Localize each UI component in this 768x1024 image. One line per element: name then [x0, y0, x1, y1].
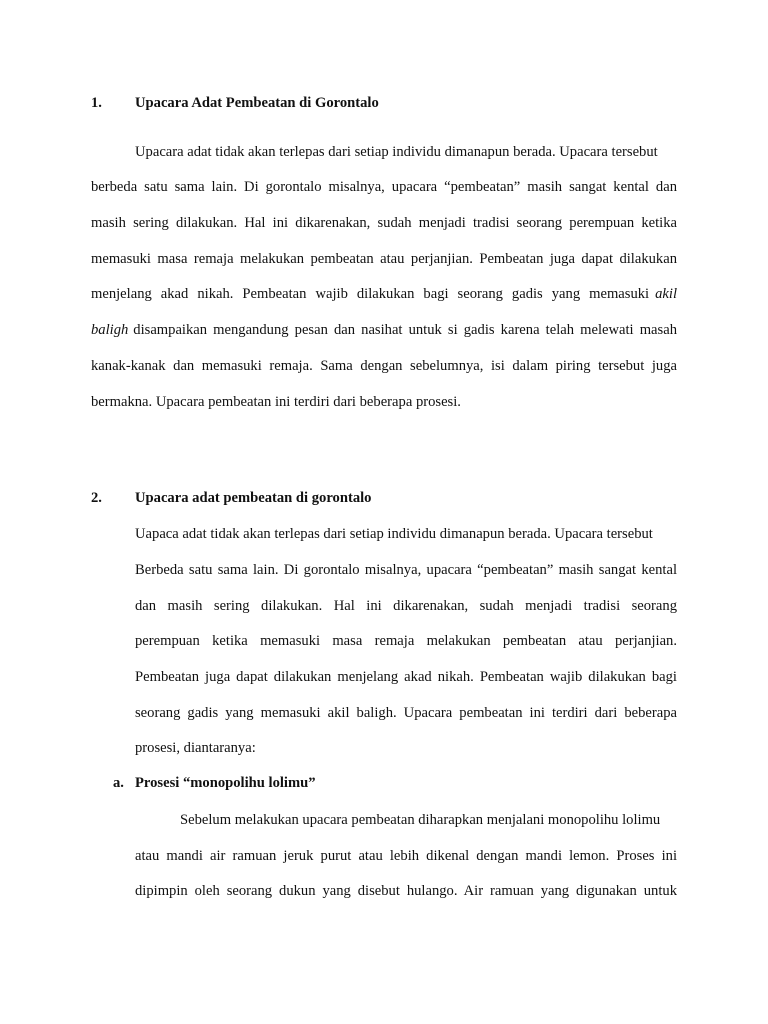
section-1-number: 1.	[91, 95, 102, 111]
s1-italic-akil: akil	[655, 286, 677, 302]
s2-line-7: prosesi, diantaranya:	[135, 740, 256, 756]
s2-line-4: perempuan ketika memasuki masa remaja melakukan pembeatan atau perjanjian.	[135, 633, 677, 649]
section-2-number: 2.	[91, 490, 102, 506]
section-2-title: Upacara adat pembeatan di gorontalo	[135, 490, 372, 506]
section-1-title: Upacara Adat Pembeatan di Gorontalo	[135, 95, 379, 111]
s1-line-5-text: menjelang akad nikah. Pembeatan wajib dilakukan bagi seorang gadis yang memasuki	[91, 286, 650, 302]
s1-line-8: bermakna. Upacara pembeatan ini terdiri dari beberapa prosesi.	[91, 394, 461, 410]
s2-line-5: Pembeatan juga dapat dilakukan menjelang akad nikah. Pembeatan wajib dilakukan bagi	[135, 669, 677, 685]
s2-line-1: Uapaca adat tidak akan terlepas dari setiap individu dimanapun berada. Upacara tersebut	[135, 526, 653, 542]
sa-line-2: atau mandi air ramuan jeruk purut atau lebih dikenal dengan mandi lemon. Proses ini	[135, 848, 677, 864]
s1-line-6	[91, 320, 677, 340]
s1-line-3: masih sering dilakukan. Hal ini dikarenakan, sudah menjadi tradisi seorang perempuan ketika	[91, 215, 677, 231]
sa-line-1: Sebelum melakukan upacara pembeatan diharapkan menjalani monopolihu lolimu	[180, 812, 661, 828]
s2-line-3: dan masih sering dilakukan. Hal ini dikarenakan, sudah menjadi tradisi seorang	[135, 598, 677, 614]
sa-line-3: dipimpin oleh seorang dukun yang disebut hulango. Air ramuan yang digunakan untuk	[135, 883, 677, 899]
s1-line-4: memasuki masa remaja melakukan pembeatan atau perjanjian. Pembeatan juga dapat dilakukan	[91, 251, 677, 267]
subsection-a-title: Prosesi “monopolihu lolimu”	[135, 775, 316, 791]
s1-line-6-text: disampaikan mengandung pesan dan nasihat untuk si gadis karena telah melewati masah	[133, 322, 677, 338]
s1-line-1: Upacara adat tidak akan terlepas dari setiap individu dimanapun berada. Upacara tersebut	[135, 144, 658, 160]
s2-line-2: Berbeda satu sama lain. Di gorontalo misalnya, upacara “pembeatan” masih sangat kental	[135, 562, 677, 578]
s1-line-5	[91, 284, 677, 304]
s1-line-7: kanak-kanak dan memasuki remaja. Sama dengan sebelumnya, isi dalam piring tersebut juga	[91, 358, 677, 374]
s2-line-6: seorang gadis yang memasuki akil baligh. Upacara pembeatan ini terdiri dari beberapa	[135, 705, 677, 721]
subsection-a-letter: a.	[113, 775, 124, 791]
s1-line-2: berbeda satu sama lain. Di gorontalo misalnya, upacara “pembeatan” masih sangat kental dan	[91, 179, 677, 195]
s1-italic-baligh: baligh	[91, 322, 129, 338]
